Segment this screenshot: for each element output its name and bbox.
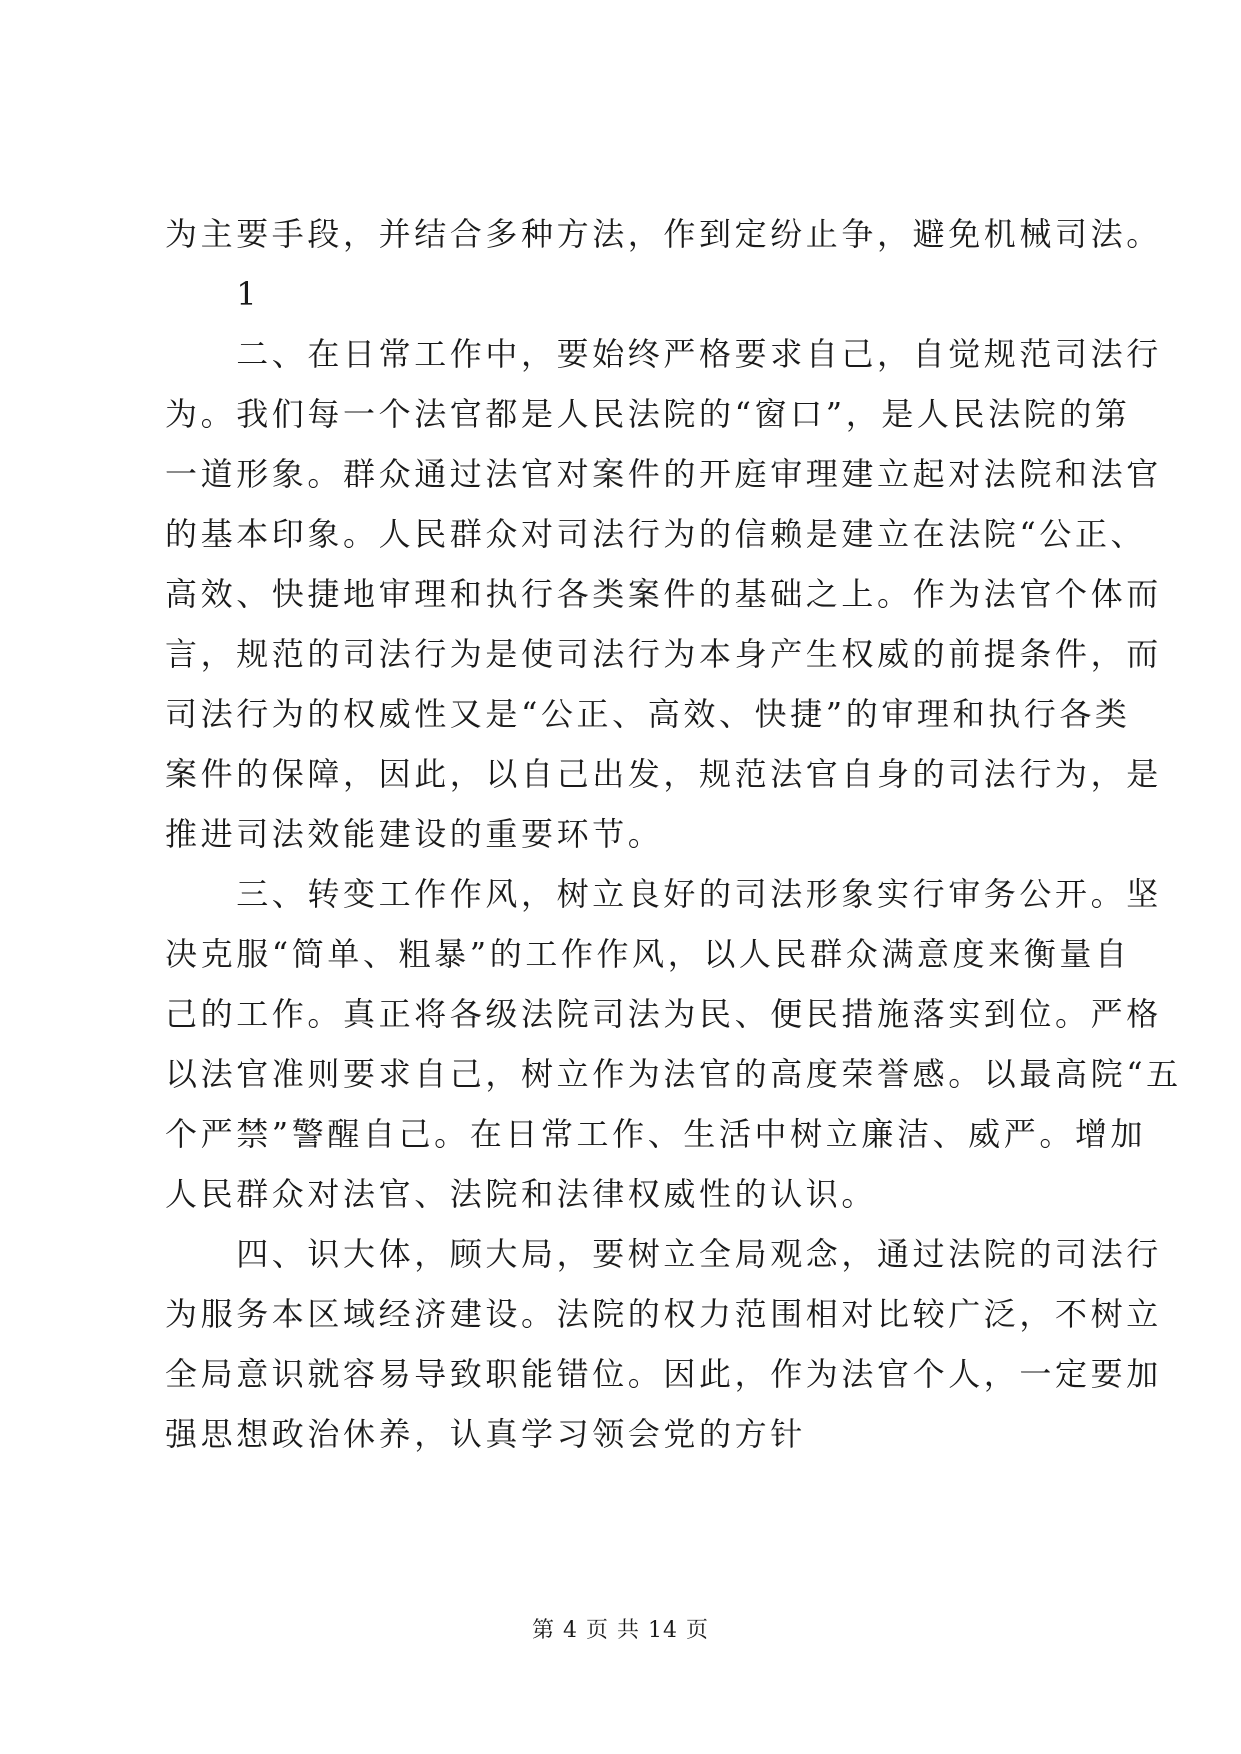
text-line: 强思想政治休养，认真学习领会党的方针 [165,1415,806,1453]
text-line: 1 [165,275,261,313]
text-line: 言，规范的司法行为是使司法行为本身产生权威的前提条件，而 [165,635,1162,673]
text-line: 己的工作。真正将各级法院司法为民、便民措施落实到位。严格 [165,995,1162,1033]
text-line: 高效、快捷地审理和执行各类案件的基础之上。作为法官个体而 [165,575,1162,613]
text-line: 推进司法效能建设的重要环节。 [165,815,664,853]
text-line: 为服务本区域经济建设。法院的权力范围相对比较广泛，不树立 [165,1295,1162,1333]
text-line: 以法官准则要求自己，树立作为法官的高度荣誉感。以最高院“五 [165,1055,1182,1093]
page-number-footer: 第 4 页 共 14 页 [532,1618,709,1643]
text-line: 司法行为的权威性又是“公正、高效、快捷”的审理和执行各类 [165,695,1131,733]
text-line: 的基本印象。人民群众对司法行为的信赖是建立在法院“公正、 [165,515,1147,553]
text-line: 人民群众对法官、法院和法律权威性的认识。 [165,1175,878,1213]
body-text [165,204,1182,1464]
text-line: 三、转变工作作风，树立良好的司法形象实行审务公开。坚 [165,875,1162,913]
text-line: 个严禁”警醒自己。在日常工作、生活中树立廉洁、威严。增加 [165,1115,1147,1153]
text-line: 决克服“简单、粗暴”的工作作风，以人民群众满意度来衡量自 [165,935,1131,973]
text-line: 全局意识就容易导致职能错位。因此，作为法官个人，一定要加 [165,1355,1162,1393]
text-line: 四、识大体，顾大局，要树立全局观念，通过法院的司法行 [165,1235,1162,1273]
text-line: 为。我们每一个法官都是人民法院的“窗口”，是人民法院的第 [165,395,1131,433]
text-line: 案件的保障，因此，以自己出发，规范法官自身的司法行为，是 [165,755,1162,793]
text-line: 二、在日常工作中，要始终严格要求自己，自觉规范司法行 [165,335,1162,373]
text-line: 为主要手段，并结合多种方法，作到定纷止争，避免机械司法。 [165,215,1162,253]
text-line: 一道形象。群众通过法官对案件的开庭审理建立起对法院和法官 [165,455,1162,493]
